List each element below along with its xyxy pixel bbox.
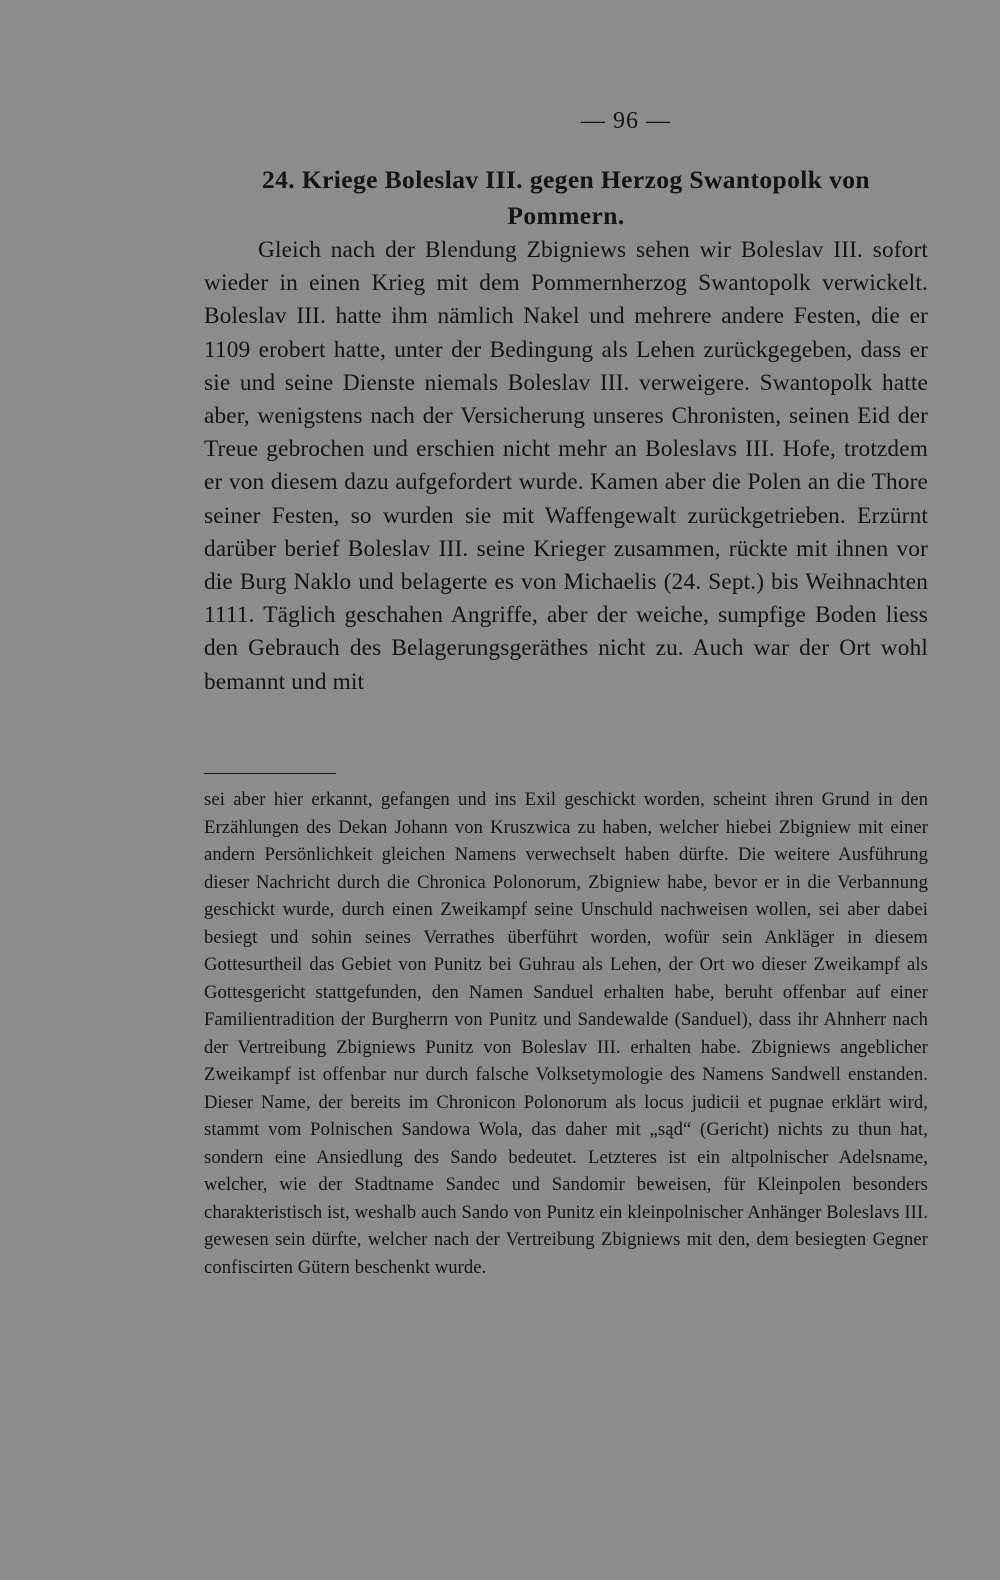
book-page (204, 0, 928, 1580)
page-number: — 96 — (581, 108, 671, 134)
chapter-heading: 24. Kriege Boleslav III. gegen Herzog Swantopolk von Pommern. (262, 165, 870, 230)
body-paragraph: Gleich nach der Blendung Zbigniews sehen wir Boleslav III. sofort wieder in einen Krieg mit dem Pommernherzog Swantopolk verwickelt. Boleslav III. hatte ihm nämlich Nakel und mehrere andere Festen, die er 1109 erobert hatte, unter der Bedingung als Lehen zurückgegeben, dass er sie und seine Dienste niemals Boleslav III. verweigere. Swantopolk hatte aber, wenigstens nach der Versicherung unseres Chronisten, seinen Eid der Treue gebrochen und erschien nicht mehr an Boleslavs III. Hofe, trotzdem er von diesem dazu aufgefordert wurde. Kamen aber die Polen an die Thore seiner Festen, so wurden sie mit Waffengewalt zurückgetrieben. Erzürnt darüber berief Boleslav III. seine Krieger zusammen, rückte mit ihnen vor die Burg Naklo und belagerte es von Michaelis (24. Sept.) bis Weihnachten 1111. Täglich geschahen Angriffe, aber der weiche, sumpfige Boden liess den Gebrauch des Belagerungsgeräthes nicht zu. Auch war der Ort wohl bemannt und mit (204, 237, 928, 695)
footnote-divider (204, 773, 336, 774)
footnote-text: sei aber hier erkannt, gefangen und ins Exil geschickt worden, scheint ihren Grund in den Erzählungen des Dekan Johann von Kruszwica zu haben, welcher hiebei Zbigniew mit einer andern Persönlichkeit gleichen Namens verwechselt haben dürfte. Die weitere Ausführung dieser Nachricht durch die Chronica Polonorum, Zbigniew habe, bevor er in die Verbannung geschickt wurde, durch einen Zweikampf seine Unschuld nachweisen wollen, sei aber dabei besiegt und sohin seines Verrathes überführt worden, wofür sein Ankläger in diesem Gottesurtheil das Gebiet von Punitz bei Guhrau als Lehen, der Ort wo dieser Zweikampf als Gottesgericht stattgefunden, den Namen Sanduel erhalten habe, beruht offenbar auf einer Familientradition der Burgherrn von Punitz und Sandewalde (Sanduel), dass ihr Ahnherr nach der Vertreibung Zbigniews Punitz von Boleslav III. erhalten habe. Zbigniews angeblicher Zweikampf ist offenbar nur durch falsche Volksetymologie des Namens Sandwell enstanden. Dieser Name, der bereits im Chronicon Polonorum als locus judicii et pugnae erklärt wird, stammt vom Polnischen Sandowa Wola, das daher mit „sąd“ (Gericht) nichts zu thun hat, sondern eine Ansiedlung des Sando bedeutet. Letzteres ist ein altpolnischer Adelsname, welcher, wie der Stadtname Sandec und Sandomir beweisen, für Kleinpolen besonders charakteristisch ist, weshalb auch Sando von Punitz ein kleinpolnischer Anhänger Boleslavs III. gewesen sein dürfte, welcher nach der Vertreibung Zbigniews mit den, dem besiegten Gegner confiscirten Gütern beschenkt wurde. (204, 789, 928, 1278)
